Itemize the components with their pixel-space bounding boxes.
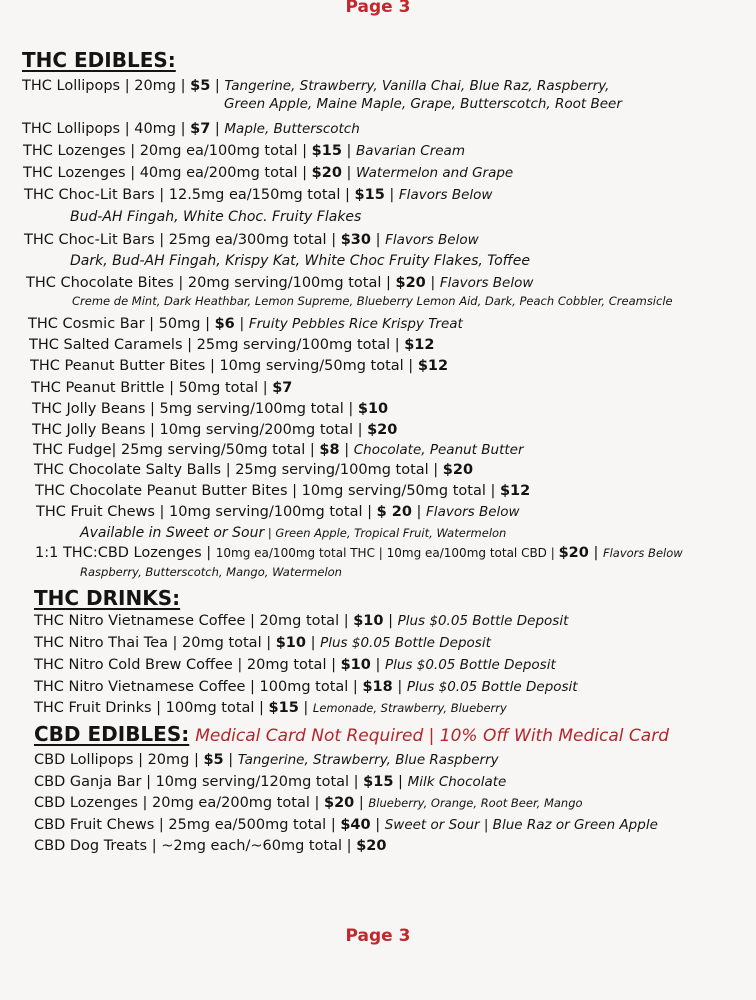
menu-continuation: Raspberry, Butterscotch, Mango, Watermelon [80, 565, 342, 579]
menu-line: THC Chocolate Bites | 20mg serving/100mg total | $20 | Flavors Below [26, 275, 534, 291]
menu-continuation: Green Apple, Maine Maple, Grape, Butterscotch, Root Beer [224, 96, 622, 112]
menu-continuation: Dark, Bud-AH Fingah, Krispy Kat, White Choc Fruity Flakes, Toffee [70, 253, 531, 269]
menu-line: THC Jolly Beans | 5mg serving/100mg total | $10 [32, 401, 389, 417]
menu-line: THC Jolly Beans | 10mg serving/200mg total | $20 [32, 422, 398, 438]
menu-line: 1:1 THC:CBD Lozenges | 10mg ea/100mg total THC | 10mg ea/100mg total CBD | $20 | Flavors Below [35, 545, 683, 561]
menu-continuation: Bud-AH Fingah, White Choc. Fruity Flakes [70, 209, 362, 225]
menu-line: CBD Lozenges | 20mg ea/200mg total | $20 | Blueberry, Orange, Root Beer, Mango [34, 795, 583, 811]
menu-continuation: Creme de Mint, Dark Heathbar, Lemon Supreme, Blueberry Lemon Aid, Dark, Peach Cobbler, Creamsicle [72, 294, 673, 308]
menu-line: CBD Dog Treats | ~2mg each/~60mg total | $20 [34, 838, 387, 854]
menu-line: THC Choc-Lit Bars | 25mg ea/300mg total | $30 | Flavors Below [24, 232, 479, 248]
menu-line: THC Nitro Vietnamese Coffee | 100mg total | $18 | Plus $0.05 Bottle Deposit [34, 679, 578, 695]
medical-card-note: Medical Card Not Required | 10% Off With Medical Card [195, 726, 669, 746]
menu-line: CBD Fruit Chews | 25mg ea/500mg total | $40 | Sweet or Sour | Blue Raz or Green Apple [34, 817, 658, 833]
menu-line: CBD Lollipops | 20mg | $5 | Tangerine, Strawberry, Blue Raspberry [34, 752, 499, 768]
menu-line: THC Chocolate Peanut Butter Bites | 10mg serving/50mg total | $12 [35, 483, 531, 499]
page-number-bottom: Page 3 [345, 926, 411, 946]
menu-line: THC Salted Caramels | 25mg serving/100mg total | $12 [29, 337, 435, 353]
menu-line: THC Chocolate Salty Balls | 25mg serving/100mg total | $20 [34, 462, 474, 478]
menu-line: THC Fruit Chews | 10mg serving/100mg total | $ 20 | Flavors Below [36, 504, 520, 520]
menu-line: THC Choc-Lit Bars | 12.5mg ea/150mg total | $15 | Flavors Below [24, 187, 493, 203]
menu-line: THC Nitro Thai Tea | 20mg total | $10 | Plus $0.05 Bottle Deposit [34, 635, 491, 651]
menu-line: THC Lollipops | 40mg | $7 | Maple, Butterscotch [22, 121, 360, 137]
menu-line: THC Peanut Brittle | 50mg total | $7 [31, 380, 293, 396]
menu-line: THC Nitro Cold Brew Coffee | 20mg total | $10 | Plus $0.05 Bottle Deposit [34, 657, 556, 673]
menu-line: THC Lozenges | 20mg ea/100mg total | $15 | Bavarian Cream [23, 143, 465, 159]
menu-continuation: Available in Sweet or Sour | Green Apple, Tropical Fruit, Watermelon [80, 525, 507, 541]
thc-edibles-heading: THC EDIBLES: [22, 48, 176, 72]
menu-line: THC Nitro Vietnamese Coffee | 20mg total | $10 | Plus $0.05 Bottle Deposit [34, 613, 569, 629]
menu-line: THC Fudge| 25mg serving/50mg total | $8 | Chocolate, Peanut Butter [33, 442, 524, 458]
menu-line: THC Peanut Butter Bites | 10mg serving/50mg total | $12 [30, 358, 449, 374]
menu-line: CBD Ganja Bar | 10mg serving/120mg total | $15 | Milk Chocolate [34, 774, 507, 790]
menu-line: THC Cosmic Bar | 50mg | $6 | Fruity Pebbles Rice Krispy Treat [28, 316, 463, 332]
page-number-top: Page 3 [345, 0, 411, 17]
thc-drinks-heading: THC DRINKS: [34, 586, 181, 610]
menu-line: THC Lozenges | 40mg ea/200mg total | $20 | Watermelon and Grape [23, 165, 514, 181]
cbd-edibles-heading: CBD EDIBLES: Medical Card Not Required | 10% Off With Medical Card [34, 722, 669, 746]
menu-line: THC Lollipops | 20mg | $5 | Tangerine, Strawberry, Vanilla Chai, Blue Raz, Raspberry, [22, 78, 610, 94]
menu-line: THC Fruit Drinks | 100mg total | $15 | Lemonade, Strawberry, Blueberry [34, 700, 507, 716]
